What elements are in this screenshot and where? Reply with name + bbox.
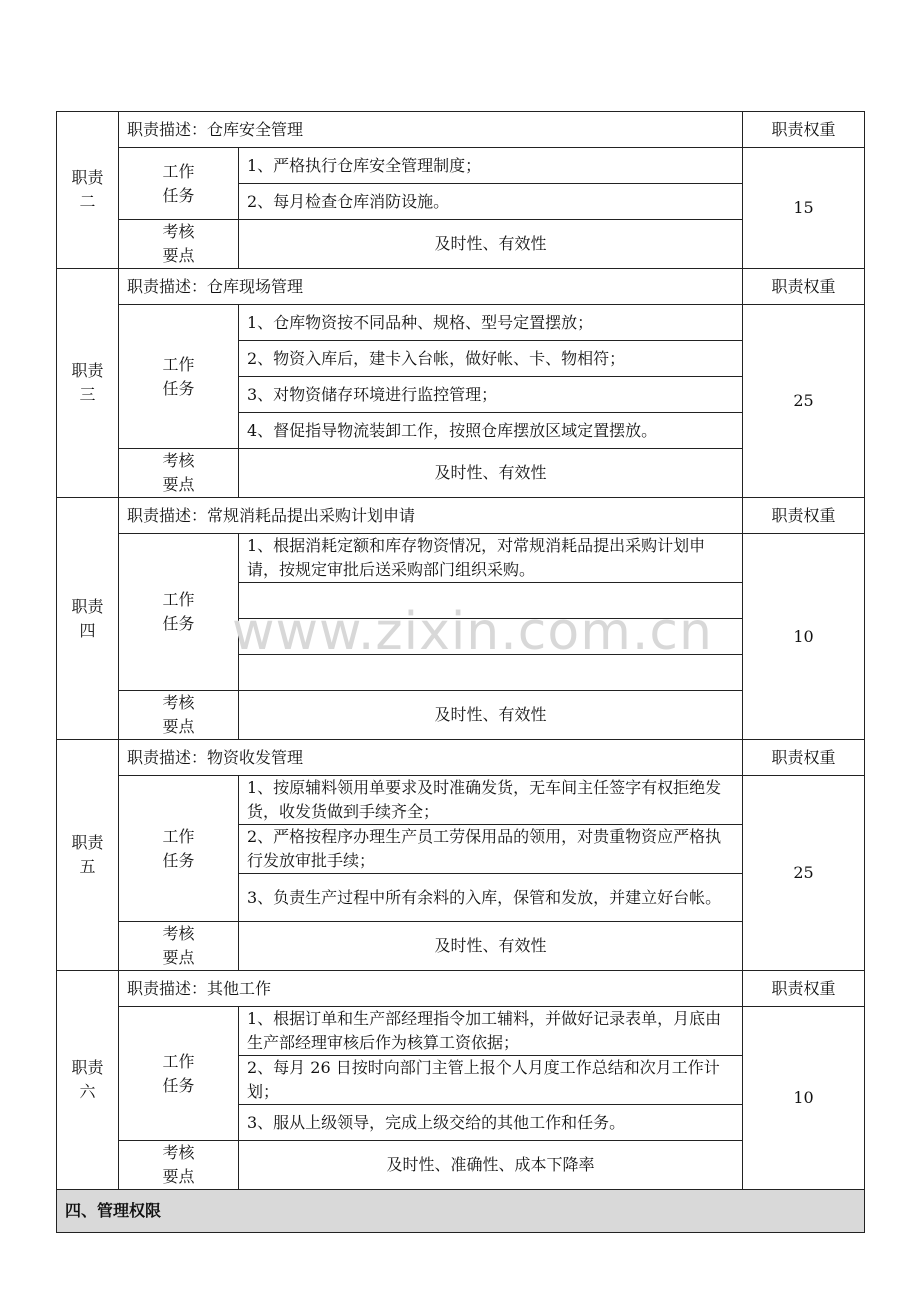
task-item: 2、物资入库后，建卡入台帐，做好帐、卡、物相符； (239, 341, 743, 377)
weight-label: 职责权重 (743, 112, 865, 148)
task-item: 1、严格执行仓库安全管理制度； (239, 148, 743, 184)
duty-description: 职责描述：仓库安全管理 (119, 112, 743, 148)
assessment-points: 及时性、有效性 (239, 922, 743, 971)
assessment-label: 考核 要点 (119, 691, 239, 740)
task-item: 2、每月 26 日按时向部门主管上报个人月度工作总结和次月工作计划； (239, 1056, 743, 1105)
task-item: 3、负责生产过程中所有余料的入库，保管和发放，并建立好台帐。 (239, 874, 743, 922)
task-label: 工作 任务 (119, 534, 239, 691)
task-item: 2、每月检查仓库消防设施。 (239, 184, 743, 220)
duty-name: 职责 三 (57, 269, 119, 498)
duty-name: 职责 二 (57, 112, 119, 269)
task-row (57, 148, 865, 184)
section-title: 四、管理权限 (57, 1190, 865, 1233)
task-item: 4、督促指导物流装卸工作，按照仓库摆放区域定置摆放。 (239, 413, 743, 449)
assessment-points: 及时性、有效性 (239, 449, 743, 498)
duty-description: 职责描述：其他工作 (119, 971, 743, 1007)
task-row (57, 305, 865, 341)
task-row (57, 534, 865, 583)
duty-description: 职责描述：仓库现场管理 (119, 269, 743, 305)
task-item: 1、根据订单和生产部经理指令加工辅料，并做好记录表单，月底由生产部经理审核后作为核算工资依据； (239, 1007, 743, 1056)
weight-value: 10 (743, 534, 865, 740)
watermark: www.zixin.com.cn (232, 602, 713, 662)
weight-label: 职责权重 (743, 740, 865, 776)
task-row (57, 1007, 865, 1056)
task-label: 工作 任务 (119, 1007, 239, 1141)
weight-value: 25 (743, 305, 865, 498)
duty-desc-row (57, 269, 865, 305)
task-item: 3、服从上级领导，完成上级交给的其他工作和任务。 (239, 1105, 743, 1141)
task-item (239, 655, 743, 691)
duty-name: 职责 六 (57, 971, 119, 1190)
duties-table (56, 111, 865, 1233)
duties-body (57, 112, 865, 1233)
task-item: 1、按原辅料领用单要求及时准确发货，无车间主任签字有权拒绝发货，收发货做到手续齐全； (239, 776, 743, 825)
weight-value: 15 (743, 148, 865, 269)
duty-desc-row (57, 740, 865, 776)
task-item (239, 619, 743, 655)
assessment-label: 考核 要点 (119, 1141, 239, 1190)
task-row (57, 776, 865, 825)
task-label: 工作 任务 (119, 776, 239, 922)
weight-value: 10 (743, 1007, 865, 1190)
task-item: 1、根据消耗定额和库存物资情况，对常规消耗品提出采购计划申请，按规定审批后送采购部门组织采购。 (239, 534, 743, 583)
weight-label: 职责权重 (743, 971, 865, 1007)
task-label: 工作 任务 (119, 148, 239, 220)
task-label: 工作 任务 (119, 305, 239, 449)
duty-description: 职责描述：常规消耗品提出采购计划申请 (119, 498, 743, 534)
assessment-points: 及时性、准确性、成本下降率 (239, 1141, 743, 1190)
assessment-points: 及时性、有效性 (239, 691, 743, 740)
duty-name: 职责 四 (57, 498, 119, 740)
assessment-label: 考核 要点 (119, 220, 239, 269)
weight-label: 职责权重 (743, 269, 865, 305)
assessment-label: 考核 要点 (119, 922, 239, 971)
assessment-points: 及时性、有效性 (239, 220, 743, 269)
task-item: 3、对物资储存环境进行监控管理； (239, 377, 743, 413)
assessment-label: 考核 要点 (119, 449, 239, 498)
duty-desc-row (57, 112, 865, 148)
weight-label: 职责权重 (743, 498, 865, 534)
duty-name: 职责 五 (57, 740, 119, 971)
section-row (57, 1190, 865, 1233)
task-item: 2、严格按程序办理生产员工劳保用品的领用，对贵重物资应严格执行发放审批手续； (239, 825, 743, 874)
duty-description: 职责描述：物资收发管理 (119, 740, 743, 776)
task-item: 1、仓库物资按不同品种、规格、型号定置摆放； (239, 305, 743, 341)
duty-desc-row (57, 498, 865, 534)
duty-desc-row (57, 971, 865, 1007)
task-item (239, 583, 743, 619)
weight-value: 25 (743, 776, 865, 971)
